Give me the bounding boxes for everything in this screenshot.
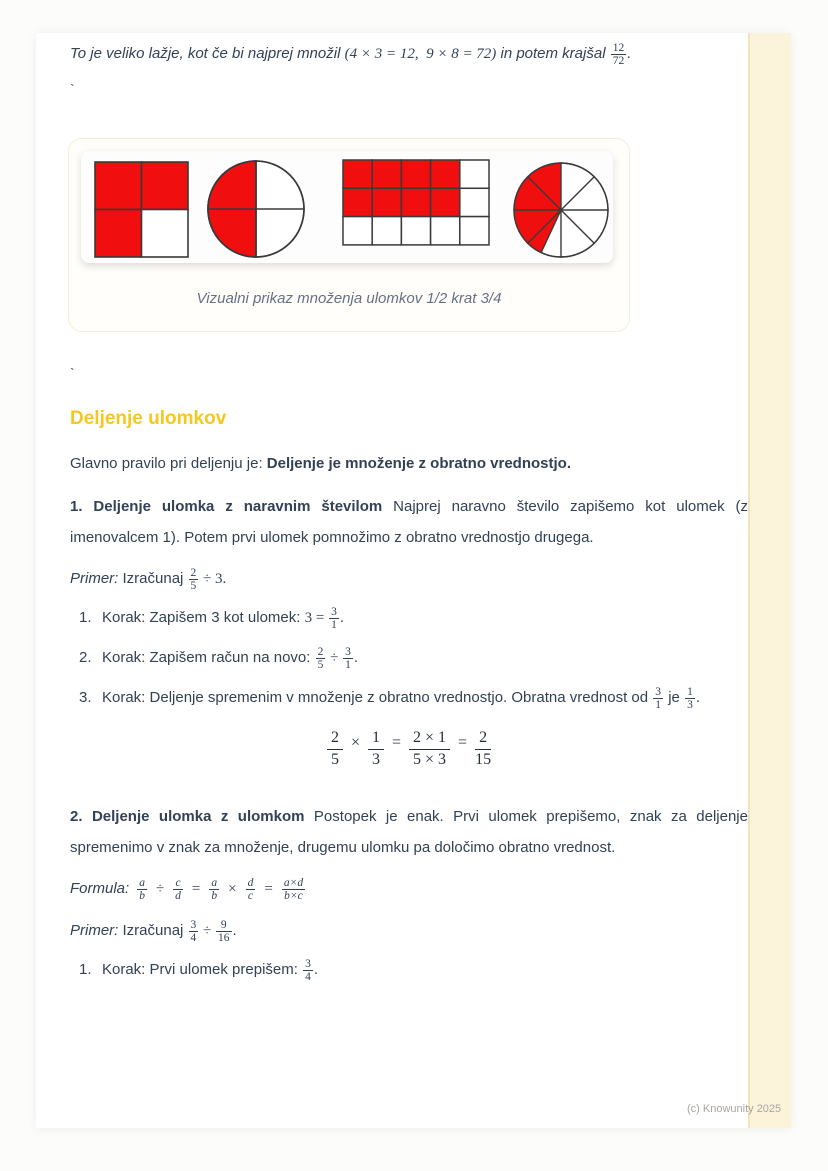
step-number: 1.	[79, 609, 92, 626]
fraction-circle-figure	[208, 161, 304, 257]
fraction-denominator: 72	[612, 55, 625, 68]
fraction-3-4	[189, 919, 199, 945]
step-tail: .	[353, 649, 359, 666]
fraction-2-5	[189, 567, 199, 593]
primer-lead: Izračunaj	[118, 570, 188, 587]
primer-tail: .	[232, 922, 237, 939]
fraction-2-5	[327, 729, 343, 770]
step-tail: .	[313, 961, 318, 978]
sub2-paragraph	[70, 801, 748, 863]
step-text: Korak: Prvi ulomek prepišem:	[102, 961, 303, 978]
sub2-body: Postopek je enak. Prvi ulomek prepišemo, znak za deljenje spremenimo v znak za množenje, drugemu ulomku pa določimo obratno vrednost.	[70, 808, 748, 856]
fraction-denominator: 1	[331, 619, 337, 632]
primer-lead: Izračunaj	[118, 922, 188, 939]
divide-operator: ÷	[199, 923, 216, 939]
sub1-body: Najprej naravno število zapišemo kot ulomek (z imenovalcem 1). Potem prvi ulomek pomnožimo z obratno vrednostjo drugega.	[70, 498, 749, 546]
intro-period: .	[627, 45, 632, 62]
fraction-denominator: b	[211, 890, 218, 903]
fraction-denominator: 16	[218, 932, 230, 945]
steps-list	[79, 603, 748, 713]
fraction-12-72	[611, 42, 627, 68]
fraction-denominator: 4	[305, 971, 311, 984]
fraction-2-15	[475, 729, 491, 770]
fraction-numerator: 2 × 1	[409, 729, 450, 750]
step-number: 3.	[79, 689, 92, 706]
fraction-denominator: 1	[345, 659, 351, 672]
step-number: 1.	[79, 961, 92, 978]
fraction-denominator: 3	[687, 699, 693, 712]
formula-label: Formula:	[70, 880, 130, 897]
fraction-3-1	[329, 606, 339, 632]
fraction-grid-figure	[343, 160, 489, 245]
divide-operator: ÷	[155, 881, 165, 897]
intro-text-2: in potem krajšal	[496, 45, 610, 62]
list-item	[79, 643, 748, 673]
document-page	[36, 33, 791, 1128]
fraction-denominator: 3	[371, 750, 380, 768]
equals-sign: =	[458, 734, 468, 752]
equals-sign: =	[391, 734, 401, 752]
rule-paragraph	[70, 448, 748, 479]
fractions-image	[81, 151, 613, 263]
fraction-shapes-svg	[81, 151, 613, 263]
step-text: Korak: Zapišem 3 kot ulomek:	[102, 609, 305, 626]
primer-tail: ÷ 3.	[199, 571, 227, 587]
sub2-title: 2. Deljenje ulomka z ulomkom	[70, 808, 305, 825]
fraction-numerator: 2	[475, 729, 491, 750]
step-text: Korak: Deljenje spremenim v množenje z obratno vrednostjo. Obratna vrednost od	[102, 689, 653, 706]
fraction-denominator: 15	[475, 750, 492, 768]
fraction-numerator: 1	[368, 729, 384, 750]
list-item	[79, 955, 748, 985]
fraction-denominator: 5	[330, 750, 339, 768]
fraction-numerator: 3	[345, 645, 351, 658]
intro-text: To je veliko lažje, kot če bi najprej množil	[70, 45, 345, 62]
step-math: 3 =	[304, 610, 329, 626]
equals-sign: =	[191, 881, 201, 897]
fraction-numerator: a	[211, 876, 218, 889]
fraction-denominator: 4	[190, 932, 197, 945]
fraction-1-3	[685, 686, 695, 712]
fraction-denominator: b	[139, 890, 145, 903]
formula-line	[70, 873, 748, 905]
fraction-numerator: c	[173, 877, 183, 891]
fraction-3-1	[653, 686, 663, 712]
fraction-numerator: 12	[612, 41, 625, 54]
fraction-denominator: d	[175, 890, 181, 903]
fraction-numerator: a×d	[283, 876, 304, 889]
fraction-denominator: b×c	[284, 890, 303, 903]
intro-math: (4 × 3 = 12, 9 × 8 = 72)	[344, 46, 497, 62]
fraction-square-figure	[95, 162, 188, 257]
fraction-d-c	[246, 877, 256, 903]
fraction-denominator: 5	[190, 580, 197, 593]
figure-card	[68, 138, 630, 332]
fraction-numerator: 3	[305, 957, 311, 970]
step-number: 2.	[79, 649, 92, 666]
stray-backtick-1: `	[70, 81, 75, 97]
fraction-pie-figure	[514, 163, 608, 257]
fraction-numerator: 3	[331, 605, 337, 618]
fraction-numerator: a	[139, 876, 145, 889]
fraction-2-5	[316, 646, 326, 672]
fraction-denominator: c	[247, 890, 254, 903]
primer-label: Primer:	[70, 570, 119, 587]
fraction-numerator: 3	[190, 918, 197, 931]
fraction-numerator: 2	[190, 566, 197, 579]
step-mid-text: je	[664, 689, 685, 706]
fraction-3-1	[343, 646, 353, 672]
fraction-numerator: 2	[317, 645, 324, 658]
fraction-numerator: 3	[655, 685, 662, 698]
list-item	[79, 683, 748, 713]
fraction-numerator: 2	[327, 729, 343, 750]
page-content	[70, 33, 748, 985]
stray-backtick-2: `	[70, 365, 75, 381]
steps-list-2	[79, 955, 748, 985]
section-heading: Deljenje ulomkov	[70, 408, 227, 429]
sub1-paragraph	[70, 491, 748, 553]
rule-intro: Glavno pravilo pri deljenju je:	[70, 455, 267, 472]
step-text: Korak: Zapišem račun na novo:	[102, 649, 315, 666]
fraction-3-4	[303, 958, 313, 984]
fraction-denominator: 1	[655, 699, 662, 712]
fraction-numerator: d	[247, 876, 254, 889]
list-item	[79, 603, 748, 633]
display-equation	[70, 729, 748, 781]
sub1-title: 1. Deljenje ulomka z naravnim številom	[70, 498, 383, 515]
sub1-primer-line	[70, 563, 748, 595]
rule-bold: Deljenje je množenje z obratno vrednostjo.	[266, 455, 571, 472]
step-operator: ÷	[326, 650, 343, 666]
figure-caption: Vizualni prikaz množenja ulomkov 1/2 krat 3/4	[196, 290, 502, 307]
step-tail: .	[695, 689, 700, 706]
primer-label: Primer:	[70, 922, 119, 939]
fraction-a-b	[209, 877, 219, 903]
intro-paragraph	[70, 38, 748, 70]
fraction-9-16	[216, 919, 232, 945]
times-operator: ×	[228, 881, 237, 897]
fraction-product	[409, 729, 450, 770]
step-tail: .	[339, 609, 344, 626]
fraction-denominator: 5 × 3	[413, 750, 447, 768]
fraction-axd-bxc	[282, 877, 305, 903]
watermark: (c) Knowunity 2025	[687, 1103, 782, 1115]
fraction-c-d	[173, 877, 183, 903]
fraction-a-b	[137, 877, 147, 903]
times-operator: ×	[350, 734, 360, 752]
fraction-1-3	[368, 729, 384, 770]
sub2-primer-line	[70, 915, 748, 947]
page-edge-strip	[748, 33, 791, 1128]
fraction-numerator: 9	[216, 919, 232, 933]
fraction-denominator: 5	[317, 659, 324, 672]
fraction-numerator: 1	[687, 685, 693, 698]
equals-sign: =	[264, 881, 273, 897]
